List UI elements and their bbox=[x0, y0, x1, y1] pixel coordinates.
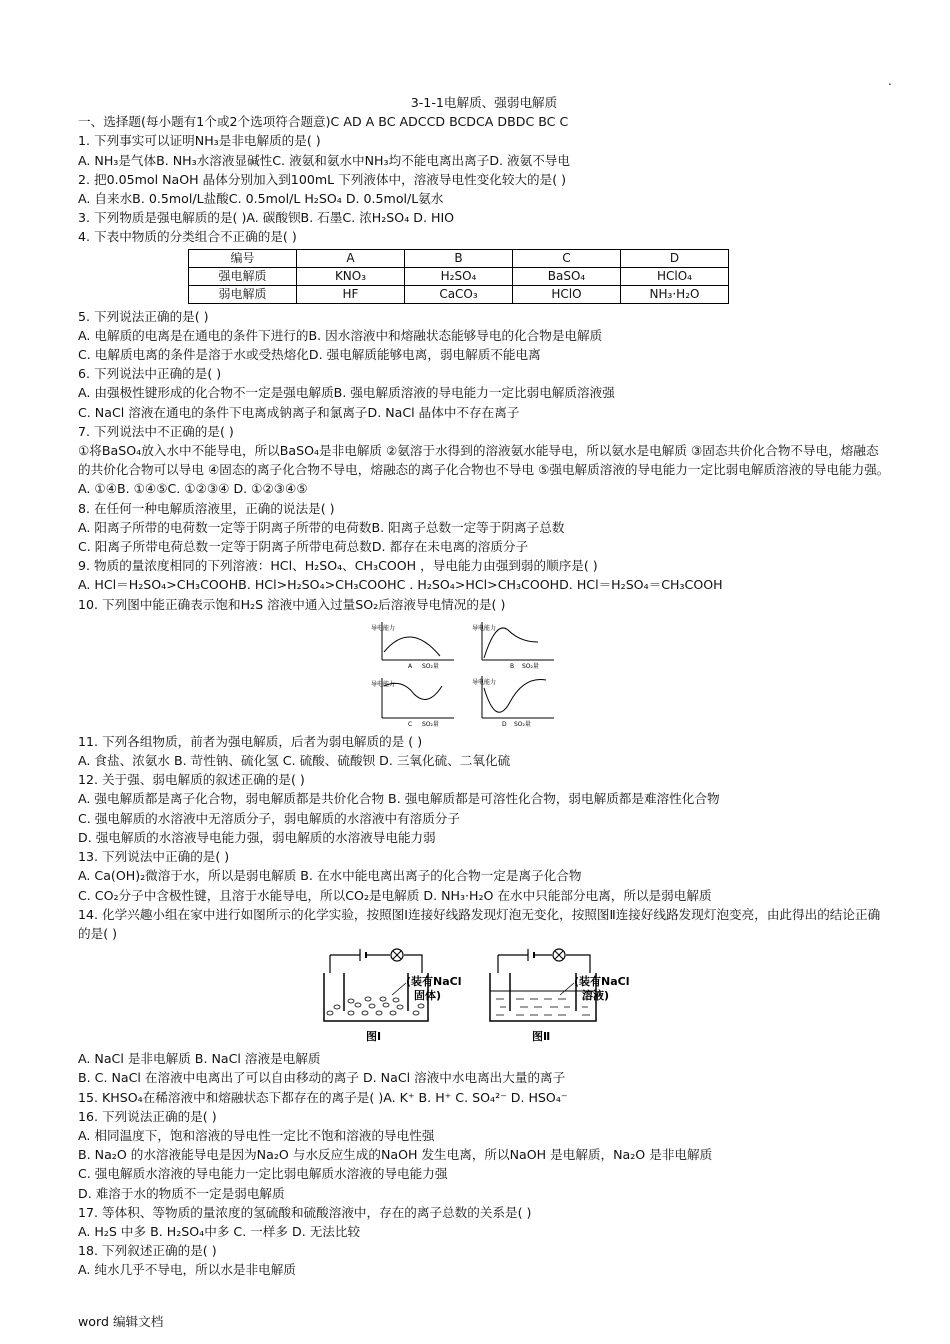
section-q14-q18 bbox=[78, 1049, 890, 1279]
graph-letter: D bbox=[502, 720, 507, 728]
table-row bbox=[189, 267, 729, 285]
figure-label: 固体) bbox=[414, 989, 442, 1003]
text-line: 15. KHSO₄在稀溶液中和熔融状态下都存在的离子是( )A. K⁺ B. H⁺ C. SO₄²⁻ D. HSO₄⁻ bbox=[78, 1089, 568, 1105]
graph-panel-b bbox=[472, 622, 554, 670]
graph-xlabel: SO₂量 bbox=[422, 662, 439, 670]
circuit-figure-1 bbox=[324, 949, 462, 1043]
circuit-diagrams bbox=[320, 947, 720, 1045]
table-cell: KNO₃ bbox=[297, 267, 405, 285]
text-line: 一、选择题(每小题有1个或2个选项符合题意)C AD A BC ADCCD BCDCA DBDC BC C bbox=[78, 114, 569, 130]
text-line: A. 纯水几乎不导电，所以水是非电解质 bbox=[78, 1262, 296, 1278]
text-line: 12. 关于强、弱电解质的叙述正确的是( ) bbox=[78, 772, 305, 788]
q14-stem: 14. 化学兴趣小组在家中进行如图所示的化学实验，按照图Ⅰ连接好线路发现灯泡无变化，按照图Ⅱ连接好线路发现灯泡变亮，由此得出的结论正确的是( ) bbox=[78, 906, 881, 941]
text-line: A. 食盐、浓氨水 B. 苛性钠、硫化氢 C. 硫酸、硫酸钡 D. 三氧化硫、二氧化硫 bbox=[78, 753, 511, 769]
text-line: 3. 下列物质是强电解质的是( )A. 碳酸钡B. 石墨C. 浓H₂SO₄ D. HIO bbox=[78, 210, 455, 226]
text-line: 10. 下列图中能正确表示饱和H₂S 溶液中通入过量SO₂后溶液导电情况的是( ) bbox=[78, 596, 506, 612]
text-line: A. 阳离子所带的电荷数一定等于阴离子所带的电荷数B. 阳离子总数一定等于阴离子总数 bbox=[78, 519, 565, 535]
q10-figure bbox=[78, 614, 890, 732]
table-cell: BaSO₄ bbox=[513, 267, 621, 285]
text-line: 7. 下列说法中不正确的是( ) bbox=[78, 423, 234, 439]
text-line: 13. 下列说法中正确的是( ) bbox=[78, 849, 230, 865]
section-q7-q10 bbox=[78, 479, 890, 613]
table-cell: B bbox=[405, 249, 513, 267]
table-cell: 弱电解质 bbox=[189, 285, 297, 303]
table-cell: NH₃·H₂O bbox=[621, 285, 729, 303]
circuit-figure-2 bbox=[490, 949, 630, 1043]
conductivity-graphs bbox=[370, 618, 560, 730]
graph-ylabel: 导电能力 bbox=[472, 624, 497, 632]
graph-ylabel: 导电能力 bbox=[371, 624, 396, 632]
table-cell: 编号 bbox=[189, 249, 297, 267]
graph-letter: A bbox=[408, 662, 413, 670]
graph-xlabel: SO₂量 bbox=[522, 662, 539, 670]
page-footer: word 编辑文档 bbox=[78, 1314, 164, 1329]
graph-panel-a bbox=[371, 622, 454, 670]
classification-table bbox=[188, 249, 729, 304]
text-line: 17. 等体积、等物质的量浓度的氢硫酸和硫酸溶液中，存在的离子总数的关系是( ) bbox=[78, 1204, 532, 1220]
figure-label: (装有NaCl bbox=[406, 975, 462, 989]
table-cell: CaCO₃ bbox=[405, 285, 513, 303]
text-line: A. NH₃是气体B. NH₃水溶液显碱性C. 液氨和氨水中NH₃均不能电离出离子D. 液氨不导电 bbox=[78, 152, 570, 168]
section-q11-q13 bbox=[78, 732, 890, 943]
table-cell: C bbox=[513, 249, 621, 267]
text-line: 16. 下列说法正确的是( ) bbox=[78, 1108, 217, 1124]
text-line: 6. 下列说法中正确的是( ) bbox=[78, 366, 222, 382]
figure-caption: 图Ⅰ bbox=[366, 1030, 382, 1044]
document-body bbox=[78, 93, 890, 1280]
q14-figure bbox=[78, 947, 890, 1047]
figure-label: 溶液) bbox=[582, 989, 610, 1003]
table-header-row bbox=[189, 249, 729, 267]
text-line: A. HCl＝H₂SO₄>CH₃COOHB. HCl>H₂SO₄>CH₃COOHC . H₂SO₄>HCl>CH₃COOHD. HCl＝H₂SO₄＝CH₃COOH bbox=[78, 577, 723, 593]
text-line: D. 难溶于水的物质不一定是弱电解质 bbox=[78, 1185, 285, 1201]
text-line: C. 强电解质的水溶液中无溶质分子，弱电解质的水溶液中有溶质分子 bbox=[78, 810, 461, 826]
text-line: B. C. NaCl 在溶液中电离出了可以自由移动的离子 D. NaCl 溶液中水电离出大量的离子 bbox=[78, 1070, 566, 1086]
text-line: C. 强电解质水溶液的导电能力一定比弱电解质水溶液的导电能力强 bbox=[78, 1166, 448, 1182]
section-q5-q7 bbox=[78, 307, 890, 480]
table-row bbox=[189, 285, 729, 303]
corner-mark: . bbox=[888, 74, 892, 88]
text-line: A. 自来水B. 0.5mol/L盐酸C. 0.5mol/L H₂SO₄ D. 0.5mol/L氨水 bbox=[78, 191, 444, 207]
table-cell: HClO bbox=[513, 285, 621, 303]
text-line: 5. 下列说法正确的是( ) bbox=[78, 308, 209, 324]
text-line: 8. 在任何一种电解质溶液里，正确的说法是( ) bbox=[78, 500, 335, 516]
text-line: A. NaCl 是非电解质 B. NaCl 溶液是电解质 bbox=[78, 1051, 321, 1067]
text-line: B. Na₂O 的水溶液能导电是因为Na₂O 与水反应生成的NaOH 发生电离，所以NaOH 是电解质，Na₂O 是非电解质 bbox=[78, 1147, 713, 1163]
text-line: C. CO₂分子中含极性键，且溶于水能导电，所以CO₂是电解质 D. NH₃·H₂O 在水中只能部分电离，所以是弱电解质 bbox=[78, 887, 712, 903]
graph-panel-d bbox=[472, 676, 554, 728]
text-line: D. 强电解质的水溶液导电能力强，弱电解质的水溶液导电能力弱 bbox=[78, 829, 436, 845]
text-line: C. 电解质电离的条件是溶于水或受热熔化D. 强电解质能够电离，弱电解质不能电离 bbox=[78, 347, 541, 363]
text-line: 9. 物质的量浓度相同的下列溶液：HCl、H₂SO₄、CH₃COOH ，导电能力由强到弱的顺序是( ) bbox=[78, 558, 598, 574]
table-cell: D bbox=[621, 249, 729, 267]
graph-xlabel: SO₂量 bbox=[422, 720, 439, 728]
table-cell: HClO₄ bbox=[621, 267, 729, 285]
table-cell: H₂SO₄ bbox=[405, 267, 513, 285]
text-line: C. NaCl 溶液在通电的条件下电离成钠离子和氯离子D. NaCl 晶体中不存在离子 bbox=[78, 404, 520, 420]
page-title: 3-1-1电解质、强弱电解质 bbox=[410, 95, 558, 110]
table-cell: 强电解质 bbox=[189, 267, 297, 285]
text-line: A. 由强极性键形成的化合物不一定是强电解质B. 强电解质溶液的导电能力一定比弱电解质溶液强 bbox=[78, 385, 615, 401]
table-cell: A bbox=[297, 249, 405, 267]
text-line: 4. 下表中物质的分类组合不正确的是( ) bbox=[78, 229, 297, 245]
graph-ylabel: 导电能力 bbox=[371, 680, 396, 688]
text-line: C. 阳离子所带电荷总数一定等于阴离子所带电荷总数D. 都存在未电离的溶质分子 bbox=[78, 539, 529, 555]
graph-letter: C bbox=[408, 720, 413, 728]
graph-ylabel: 导电能力 bbox=[472, 678, 497, 686]
text-line: 1. 下列事实可以证明NH₃是非电解质的是( ) bbox=[78, 133, 321, 149]
table-cell: HF bbox=[297, 285, 405, 303]
section-q1-q4 bbox=[78, 112, 890, 246]
text-line: A. H₂S 中多 B. H₂SO₄中多 C. 一样多 D. 无法比较 bbox=[78, 1223, 361, 1239]
text-line: A. 电解质的电离是在通电的条件下进行的B. 因水溶液中和熔融状态能够导电的化合物是电解质 bbox=[78, 327, 603, 343]
text-line: A. 强电解质都是离子化合物，弱电解质都是共价化合物 B. 强电解质都是可溶性化合物，弱电解质都是难溶性化合物 bbox=[78, 791, 720, 807]
text-line: A. Ca(OH)₂微溶于水，所以是弱电解质 B. 在水中能电离出离子的化合物一定是离子化合物 bbox=[78, 868, 582, 884]
text-line: A. ①④B. ①④⑤C. ①②③④ D. ①②③④⑤ bbox=[78, 481, 308, 497]
figure-label: (装有NaCl bbox=[574, 975, 630, 989]
q7-statements: ①将BaSO₄放入水中不能导电，所以BaSO₄是非电解质 ②氨溶于水得到的溶液氨水能导电，所以氨水是电解质 ③固态共价化合物不导电，熔融态的共价化合物可以导电 ④固态的离子化合物不导电，熔融态的离子化合物也不导电 ⑤强电解质溶液的导电能力一定比弱电解质溶液的导电能力强。 bbox=[78, 443, 890, 478]
graph-letter: B bbox=[510, 662, 515, 670]
text-line: 11. 下列各组物质，前者为强电解质，后者为弱电解质的是 ( ) bbox=[78, 733, 423, 749]
text-line: 2. 把0.05mol NaOH 晶体分别加入到100mL 下列液体中，溶液导电性变化较大的是( ) bbox=[78, 171, 567, 187]
graph-xlabel: SO₂量 bbox=[514, 720, 531, 728]
salt-crystals bbox=[327, 997, 424, 1015]
graph-panel-c bbox=[371, 678, 454, 728]
text-line: 18. 下列叙述正确的是( ) bbox=[78, 1243, 217, 1259]
text-line: A. 相同温度下，饱和溶液的导电性一定比不饱和溶液的导电性强 bbox=[78, 1127, 435, 1143]
figure-caption: 图Ⅱ bbox=[532, 1030, 551, 1044]
